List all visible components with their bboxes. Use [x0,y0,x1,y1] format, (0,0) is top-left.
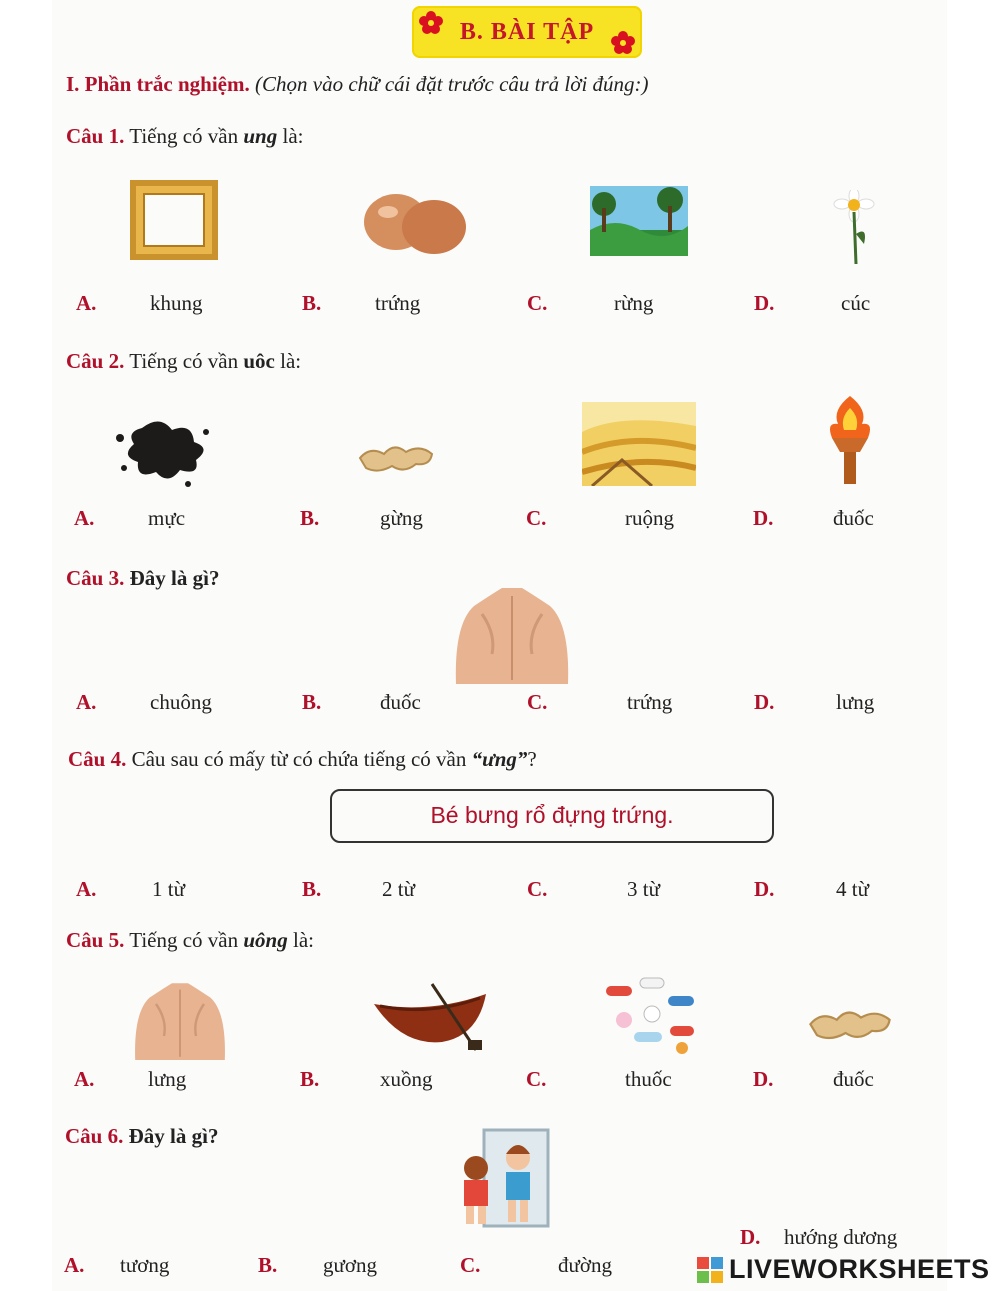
option-text[interactable]: đường [558,1253,612,1277]
question-3 [66,566,219,591]
boat-image [372,980,488,1054]
question-text: Câu sau có mấy từ có chứa tiếng có vần [131,747,467,771]
option-text[interactable]: khung [150,291,203,315]
rice-field-image [582,402,696,486]
medicine-pills-image [600,968,704,1058]
option-letter[interactable]: C. [526,1067,547,1091]
sentence-box [330,789,774,843]
question-key: uôc [243,349,275,373]
option-letter[interactable]: B. [302,877,322,901]
option-text[interactable]: gương [323,1253,377,1277]
option-letter[interactable]: D. [753,506,774,530]
girl-mirror-image [458,1128,552,1228]
ginger-image [356,436,436,476]
question-number: Câu 4. [68,747,127,771]
ginger-image [806,1000,894,1044]
option-letter[interactable]: D. [754,877,775,901]
question-4 [68,747,537,772]
flower-icon [610,30,636,56]
option-letter[interactable]: C. [527,690,548,714]
question-key: ung [243,124,278,148]
question-text: Tiếng có vần [129,928,239,952]
liveworksheets-text: LIVEWORKSHEETS [729,1254,990,1284]
option-letter[interactable]: A. [76,877,97,901]
option-letter[interactable]: B. [300,506,320,530]
option-letter[interactable]: B. [258,1253,278,1277]
question-text-end: ? [527,747,537,771]
option-text[interactable]: xuồng [380,1067,433,1091]
section-banner [412,6,642,58]
option-letter[interactable]: C. [460,1253,481,1277]
option-text[interactable]: đuốc [833,1067,874,1091]
torch-image [822,394,878,486]
question-text: Tiếng có vần [129,349,239,373]
option-text[interactable]: trứng [375,291,421,315]
question-number: Câu 2. [66,349,125,373]
option-text[interactable]: ruộng [625,506,674,530]
option-text[interactable]: đuốc [833,506,874,530]
option-text[interactable]: 2 từ [382,877,415,901]
option-text[interactable]: rừng [614,291,654,315]
question-text: Đây là gì? [129,566,220,590]
option-letter[interactable]: D. [740,1225,761,1249]
question-text: Đây là gì? [128,1124,219,1148]
option-text[interactable]: gừng [380,506,423,530]
option-text[interactable]: đuốc [380,690,421,714]
question-key: uông [243,928,288,952]
ink-splash-image [112,408,214,488]
question-number: Câu 6. [65,1124,124,1148]
option-text[interactable]: chuông [150,690,212,714]
part-title: I. Phần trắc nghiệm. [66,72,250,96]
option-text[interactable]: trứng [627,690,673,714]
human-back-image [130,980,230,1060]
option-text[interactable]: tương [120,1253,170,1277]
question-number: Câu 3. [66,566,125,590]
option-letter[interactable]: A. [74,506,95,530]
option-letter[interactable]: D. [753,1067,774,1091]
sentence-text: Bé bưng rổ đựng trứng. [430,802,674,828]
option-text[interactable]: lưng [148,1067,187,1091]
question-text: Tiếng có vần [129,124,239,148]
banner-title: B. BÀI TẬP [459,19,595,45]
part-heading [66,72,649,97]
option-text[interactable]: 3 từ [627,877,660,901]
human-back-image [452,584,572,684]
question-key: “ưng” [471,747,528,771]
option-letter[interactable]: B. [300,1067,320,1091]
question-2 [66,349,301,374]
option-letter[interactable]: C. [527,877,548,901]
question-1 [66,124,303,149]
option-letter[interactable]: D. [754,291,775,315]
question-text-end: là: [292,928,314,952]
option-letter[interactable]: D. [754,690,775,714]
eggs-image [362,190,468,256]
option-text[interactable]: thuốc [625,1067,672,1091]
option-text[interactable]: mực [148,506,186,530]
option-letter[interactable]: A. [76,291,97,315]
option-text[interactable]: cúc [841,291,871,315]
liveworksheets-logo-icon [697,1257,723,1283]
option-letter[interactable]: B. [302,291,322,315]
option-text[interactable]: 1 từ [152,877,185,901]
option-text[interactable]: lưng [836,690,875,714]
daisy-flower-image [826,190,882,268]
option-letter[interactable]: C. [527,291,548,315]
question-5 [66,928,314,953]
option-letter[interactable]: B. [302,690,322,714]
question-text-end: là: [282,124,304,148]
question-number: Câu 5. [66,928,125,952]
option-text[interactable]: 4 từ [836,877,869,901]
option-text[interactable]: hướng dương [784,1225,898,1249]
option-letter[interactable]: A. [74,1067,95,1091]
picture-frame-image [128,178,220,262]
question-number: Câu 1. [66,124,125,148]
question-6 [65,1124,218,1149]
forest-image [590,186,688,256]
part-instruction: (Chọn vào chữ cái đặt trước câu trả lời đúng:) [255,72,649,96]
option-letter[interactable]: A. [76,690,97,714]
option-letter[interactable]: C. [526,506,547,530]
question-text-end: là: [280,349,302,373]
option-letter[interactable]: A. [64,1253,85,1277]
